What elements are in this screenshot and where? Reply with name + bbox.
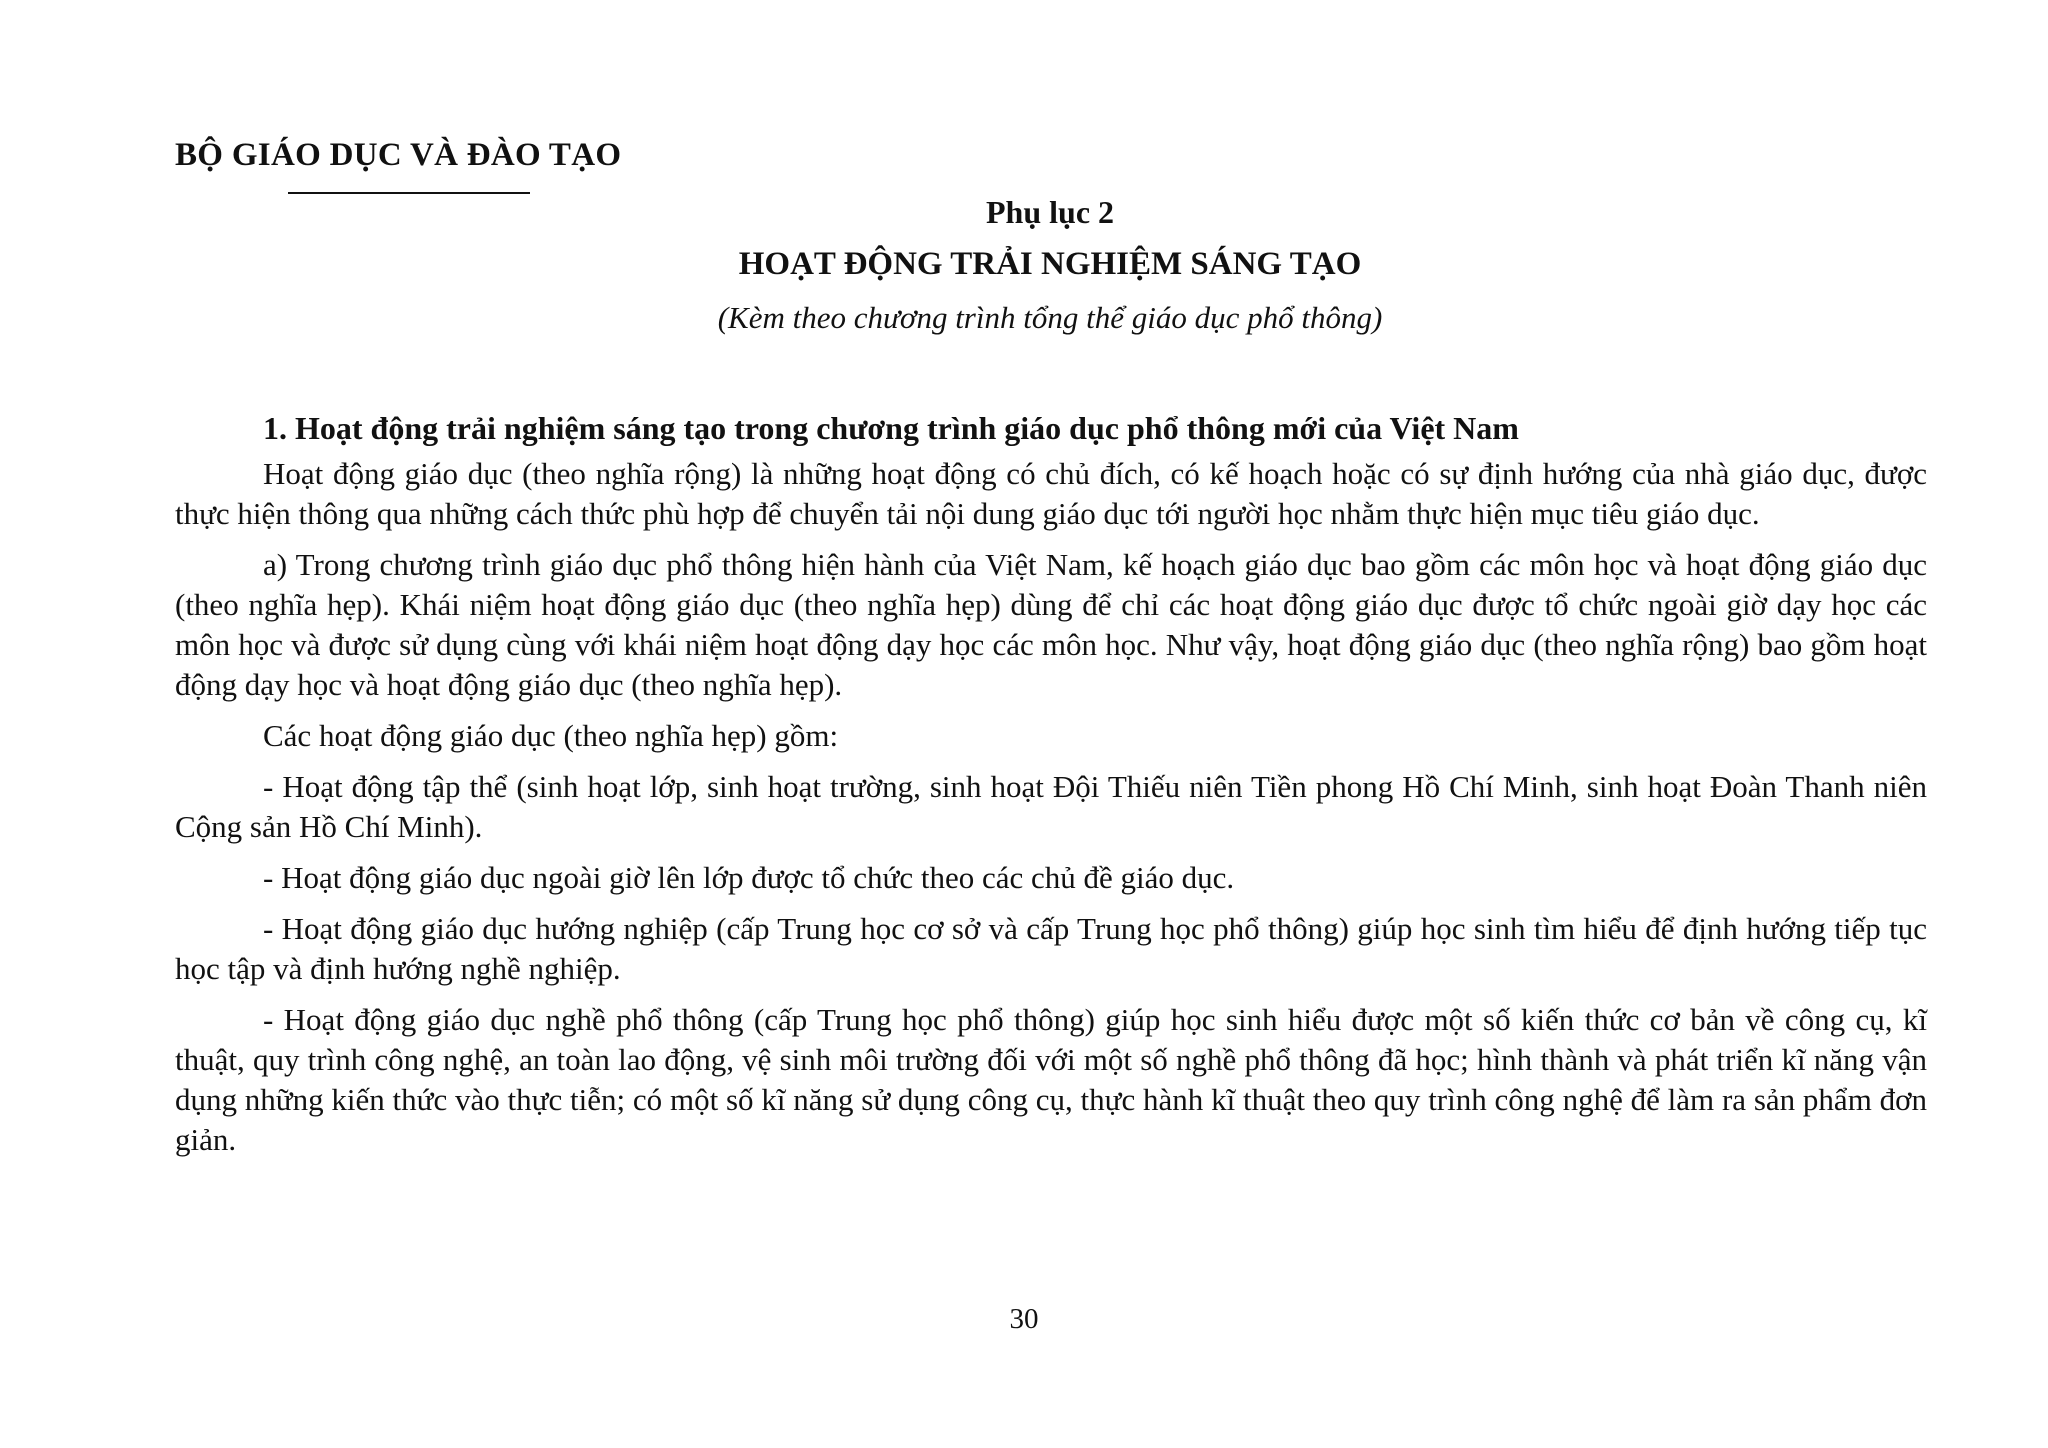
list-item: - Hoạt động tập thể (sinh hoạt lớp, sinh hoạt trường, sinh hoạt Đội Thiếu niên Tiền phong Hồ Chí Minh, sinh hoạt Đoàn Thanh niên Cộng sản Hồ Chí Minh). — [175, 769, 1927, 844]
document-title: HOẠT ĐỘNG TRẢI NGHIỆM SÁNG TẠO — [738, 246, 1362, 282]
section-heading: 1. Hoạt động trải nghiệm sáng tạo trong chương trình giáo dục phổ thông mới của Việt Nam — [263, 410, 1519, 446]
list-item: - Hoạt động giáo dục ngoài giờ lên lớp được tổ chức theo các chủ đề giáo dục. — [263, 860, 1235, 895]
list-item: - Hoạt động giáo dục hướng nghiệp (cấp Trung học cơ sở và cấp Trung học phổ thông) giúp học sinh tìm hiểu để định hướng tiếp tục học tập và định hướng nghề nghiệp. — [175, 911, 1927, 986]
list-item: - Hoạt động giáo dục nghề phổ thông (cấp Trung học phổ thông) giúp học sinh hiểu được một số kiến thức cơ bản về công cụ, kĩ thuật, quy trình công nghệ, an toàn lao động, vệ sinh môi trường đối với một số nghề phổ thông đã học; hình thành và phát triển kĩ năng vận dụng những kiến thức vào thực tiễn; có một số kĩ năng sử dụng công cụ, thực hành kĩ thuật theo quy trình công nghệ để làm ra sản phẩm đơn giản. — [175, 1002, 1927, 1157]
page-number: 30 — [1009, 1303, 1039, 1335]
paragraph-a: a) Trong chương trình giáo dục phổ thông hiện hành của Việt Nam, kế hoạch giáo dục bao gồm các môn học và hoạt động giáo dục (theo nghĩa hẹp). Khái niệm hoạt động giáo dục (theo nghĩa hẹp) dùng để chỉ các hoạt động giáo dục được tổ chức ngoài giờ dạy học các môn học và được sử dụng cùng với khái niệm hoạt động dạy học các môn học. Như vậy, hoạt động giáo dục (theo nghĩa rộng) bao gồm hoạt động dạy học và hoạt động giáo dục (theo nghĩa hẹp). — [175, 547, 1927, 702]
paragraph-list-intro: Các hoạt động giáo dục (theo nghĩa hẹp) gồm: — [263, 718, 839, 753]
document-subtitle: (Kèm theo chương trình tổng thể giáo dục phổ thông) — [717, 300, 1383, 335]
document-body — [175, 408, 1927, 1171]
ministry-name: BỘ GIÁO DỤC VÀ ĐÀO TẠO — [175, 137, 622, 173]
appendix-label: Phụ lục 2 — [985, 194, 1115, 230]
paragraph-definition: Hoạt động giáo dục (theo nghĩa rộng) là những hoạt động có chủ đích, có kế hoạch hoặc có sự định hướng của nhà giáo dục, được thực hiện thông qua những cách thức phù hợp để chuyển tải nội dung giáo dục tới người học nhằm thực hiện mục tiêu giáo dục. — [175, 456, 1927, 531]
